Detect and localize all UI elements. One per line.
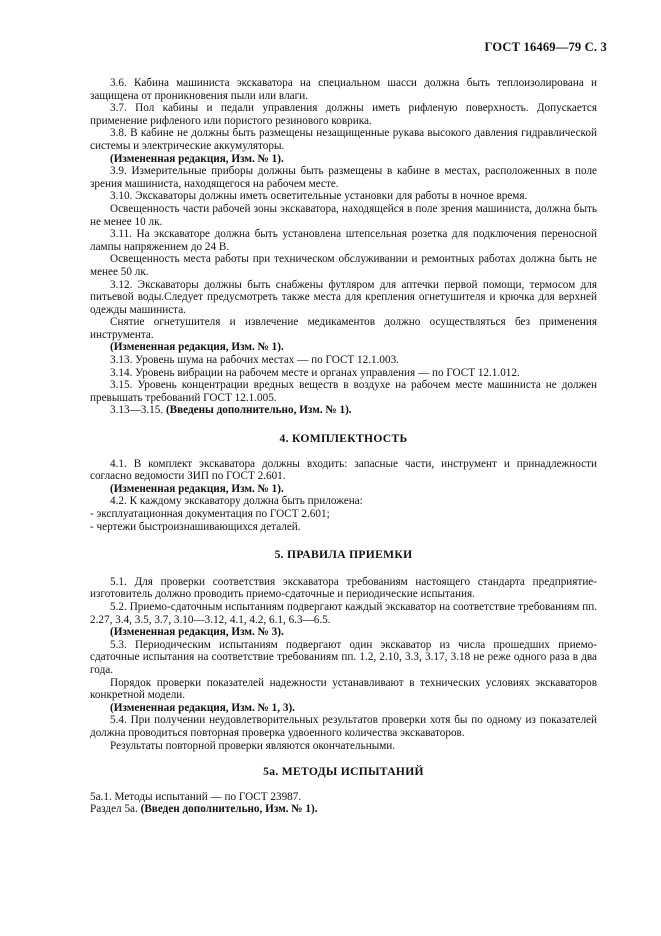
paragraph-5-4: 5.4. При получении неудовлетворительных результатов проверки хотя бы по одному из показателей должна проводиться повторная проверка удвоенного количества экскаваторов. bbox=[90, 714, 597, 739]
list-item-drawings: - чертежи быстроизнашивающихся деталей. bbox=[90, 520, 301, 533]
paragraph-3-12: 3.12. Экскаваторы должны быть снабжены футляром для аптечки первой помощи, термосом для питьевой воды.Следует предусмотреть также места для крепления огнетушителя и крючка для верхней одежды машиниста. bbox=[90, 278, 597, 316]
revision-note: (Измененная редакция, Изм. № 1). bbox=[110, 341, 284, 354]
revision-note: (Измененная редакция, Изм. № 1, 3). bbox=[110, 701, 295, 714]
section-title-test-methods: 5а. МЕТОДЫ ИСПЫТАНИЙ bbox=[263, 765, 424, 779]
paragraph-3-14: 3.14. Уровень вибрации на рабочем месте и органах управления — по ГОСТ 12.1.012. bbox=[110, 366, 520, 379]
paragraph-4-1: 4.1. В комплект экскаватора должны входить: запасные части, инструмент и принадлежности согласно ведомости ЗИП по ГОСТ 2.601. bbox=[90, 457, 597, 483]
paragraph-3-13-3-15-note bbox=[90, 404, 597, 417]
paragraph-3-11: 3.11. На экскаваторе должна быть установлена штепсельная розетка для подключения переносной лампы напряжением до 24 В. bbox=[90, 228, 597, 253]
revision-note: (Измененная редакция, Изм. № 1). bbox=[110, 482, 284, 495]
paragraph-3-8: 3.8. В кабине не должны быть размещены незащищенные рукава высокого давления гидравлической системы и электрические аккумуляторы. bbox=[90, 127, 597, 152]
note-bold: (Введен дополнительно, Изм. № 1). bbox=[140, 803, 318, 816]
paragraph-illumination-work-zone: Освещенность части рабочей зоны экскаватора, находящейся в поле зрения машиниста, должна быть не менее 10 лк. bbox=[90, 202, 597, 228]
paragraph-extinguisher-removal: Снятие огнетушителя и извлечение медикаментов должно осуществляться без применения инструмента. bbox=[90, 316, 597, 341]
paragraph-3-9: 3.9. Измерительные приборы должны быть размещены в кабине в местах, расположенных в поле зрения машиниста, находящегося на рабочем месте. bbox=[90, 165, 597, 190]
paragraph-3-6: 3.6. Кабина машиниста экскаватора на специальном шасси должна быть теплоизолирована и защищена от проникновения пыли или влаги. bbox=[90, 77, 597, 102]
paragraph-4-2: 4.2. К каждому экскаватору должна быть приложена: bbox=[110, 495, 363, 508]
paragraph-3-13: 3.13. Уровень шума на рабочих местах — по ГОСТ 12.1.003. bbox=[110, 354, 399, 367]
paragraph-reliability-check: Порядок проверки показателей надежности устанавливают в технических условиях экскаваторов конкретной модели. bbox=[90, 676, 597, 702]
paragraph-5-2: 5.2. Приемо-сдаточным испытаниям подвергают каждый экскаватор на соответствие требованиям пп. 2.27, 3.4, 3.5, 3.7, 3.10—3.12, 4.1, 4.2, 6.1, 6.3—6.5. bbox=[90, 600, 597, 626]
note-prefix: 3.13—3.15. bbox=[110, 404, 166, 417]
section-title-completeness: 4. КОМПЛЕКТНОСТЬ bbox=[279, 432, 408, 446]
section-title-acceptance: 5. ПРАВИЛА ПРИЕМКИ bbox=[274, 548, 413, 562]
paragraph-illumination-maintenance: Освещенность места работы при техническом обслуживании и ремонтных работах должна быть не менее 50 лк. bbox=[90, 253, 597, 278]
paragraph-3-10: 3.10. Экскаваторы должны иметь осветительные установки для работы в ночное время. bbox=[110, 190, 528, 203]
paragraph-3-7: 3.7. Пол кабины и педали управления должны иметь рифленую поверхность. Допускается применение рифленого или пористого резинового коврика. bbox=[90, 102, 597, 127]
revision-note: (Измененная редакция, Изм. № 3). bbox=[110, 626, 284, 639]
note-prefix: Раздел 5а. bbox=[90, 803, 141, 816]
paragraph-repeat-results: Результаты повторной проверки являются окончательными. bbox=[110, 739, 396, 752]
paragraph-3-15: 3.15. Уровень концентрации вредных веществ в воздухе на рабочем месте машиниста не должен превышать требований ГОСТ 12.1.005. bbox=[90, 379, 597, 404]
revision-note: (Измененная редакция, Изм. № 1). bbox=[110, 152, 284, 165]
paragraph-section-5a-note bbox=[90, 803, 597, 816]
list-item-docs: - эксплуатационная документация по ГОСТ 2.601; bbox=[90, 508, 330, 520]
note-bold: (Введены дополнительно, Изм. № 1). bbox=[165, 404, 352, 417]
paragraph-5a-1: 5а.1. Методы испытаний — по ГОСТ 23987. bbox=[90, 790, 302, 803]
paragraph-5-3: 5.3. Периодическим испытаниям подвергают один экскаватор из числа прошедших приемо-сдаточные испытания на соответствие требованиям пп. 1.2, 2.10, 3.3, 3.17, 3.18 не реже одного раза в два года. bbox=[90, 638, 597, 676]
page-header: ГОСТ 16469—79 С. 3 bbox=[484, 40, 607, 54]
document-body bbox=[90, 77, 597, 816]
paragraph-5-1: 5.1. Для проверки соответствия экскаватора требованиям настоящего стандарта предприятие-изготовитель должно проводить приемо-сдаточные и периодические испытания. bbox=[90, 575, 597, 601]
